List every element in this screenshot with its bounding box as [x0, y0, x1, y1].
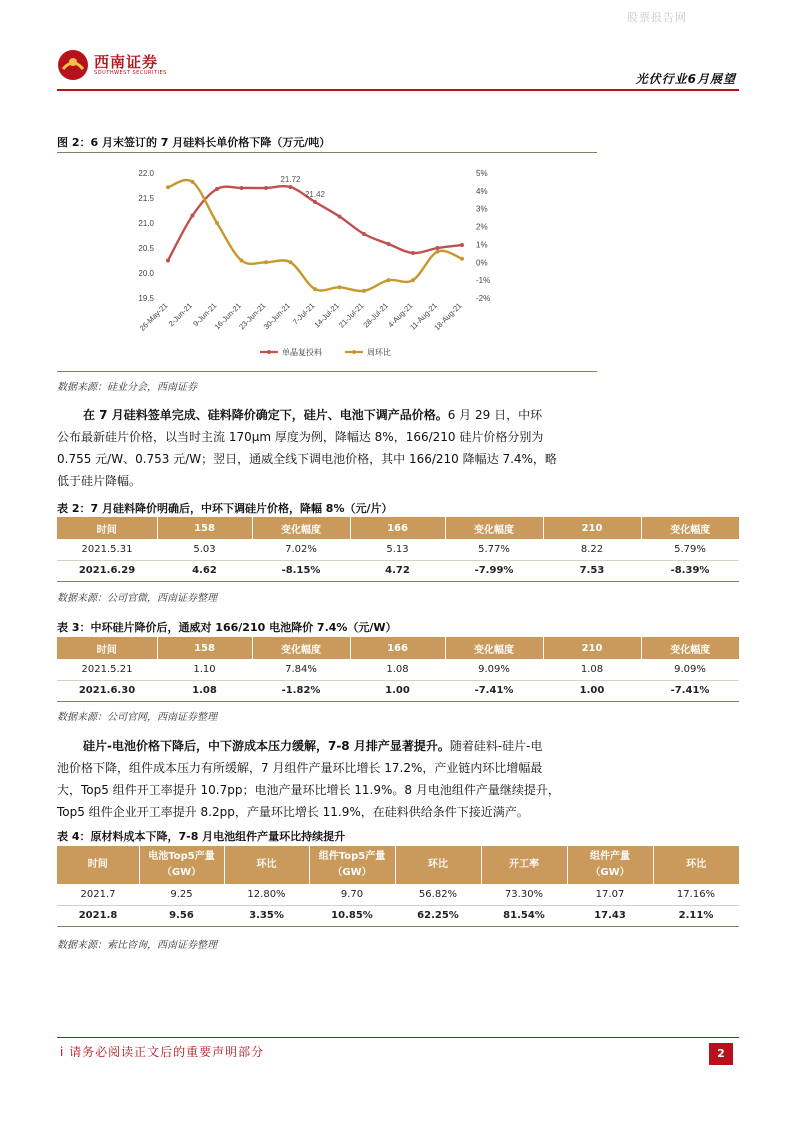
page-number: 2	[709, 1043, 733, 1065]
table-cell: -7.99%	[445, 560, 543, 581]
table3-caption: 表 3：中环硅片降价后，通威对 166/210 电池降价 7.4%（元/W）	[57, 621, 397, 634]
data-label: 21.42	[304, 190, 326, 199]
figure2-source: 数据来源：硅业分会，西南证券	[57, 382, 197, 393]
series-point-0	[411, 251, 415, 255]
series-point-0	[191, 214, 195, 218]
series-point-1	[411, 278, 415, 282]
legend-label: 单晶复投料	[282, 348, 322, 357]
table-cell: 3.35%	[224, 905, 309, 926]
table-cell: 4.72	[350, 560, 445, 581]
table-header-row	[57, 846, 739, 884]
table-cell: 73.30%	[481, 884, 567, 905]
table-header-cell: 变化幅度	[252, 637, 350, 659]
table-cell: 5.79%	[641, 539, 739, 560]
left-axis-tick-label: 19.5	[138, 294, 154, 303]
series-point-0	[240, 186, 244, 190]
table-header-cell: 210	[543, 517, 641, 539]
table-row	[57, 905, 739, 926]
table2-source: 数据来源：公司官微，西南证券整理	[57, 593, 217, 604]
logo-text-en: SOUTHWEST SECURITIES	[94, 70, 167, 76]
table-header-cell: 组件Top5产量 （GW）	[309, 846, 395, 884]
x-axis-tick-label: 28-Jul-21	[361, 301, 390, 330]
x-axis-tick-label: 16-Jun-21	[212, 301, 243, 332]
table-cell: 9.25	[139, 884, 224, 905]
table-header-cell: 电池Top5产量 （GW）	[139, 846, 224, 884]
legend-swatch-marker	[267, 350, 271, 354]
series-point-1	[264, 260, 268, 264]
series-point-0	[313, 200, 317, 204]
paragraph-1-line: 6 月 29 日，中环	[447, 408, 543, 422]
logo-text-cn: 西南证券	[94, 53, 159, 71]
series-point-0	[362, 232, 366, 236]
paragraph-2-line: Top5 组件企业开工率提升 8.2pp，产量环比增长 11.9%，在硅料供给条件下接近满产。	[57, 805, 529, 819]
table-cell: 8.22	[543, 539, 641, 560]
table3	[57, 637, 739, 702]
table-row	[57, 560, 739, 581]
table-header-cell: 变化幅度	[445, 517, 543, 539]
right-axis-tick-label: 2%	[476, 222, 488, 232]
series-point-0	[436, 246, 440, 250]
series-point-1	[240, 259, 244, 263]
table-cell: 2021.5.21	[57, 659, 157, 680]
table-cell: 5.13	[350, 539, 445, 560]
report-title: 光伏行业6月展望	[635, 72, 736, 86]
table3-source: 数据来源：公司官网，西南证券整理	[57, 712, 217, 723]
paragraph-2	[57, 735, 737, 823]
table-header-cell: 变化幅度	[252, 517, 350, 539]
table-cell: 2021.6.29	[57, 560, 157, 581]
table-cell: 4.62	[157, 560, 252, 581]
x-axis-tick-label: 14-Jul-21	[312, 301, 341, 330]
table-header-cell: 环比	[224, 846, 309, 884]
table-cell: 7.84%	[252, 659, 350, 680]
series-point-1	[362, 289, 366, 293]
table-header-cell: 变化幅度	[641, 637, 739, 659]
series-point-0	[289, 185, 293, 189]
table-cell: 2021.5.31	[57, 539, 157, 560]
paragraph-1-line: 公布最新硅片价格，以当时主流 170μm 厚度为例，降幅达 8%，166/210 硅片价格分别为	[57, 430, 544, 444]
x-axis-tick-label: 23-Jun-21	[237, 301, 268, 332]
right-axis-tick-label: 0%	[476, 258, 488, 268]
x-axis-tick-label: 26-May-21	[137, 301, 170, 333]
series-point-1	[215, 221, 219, 225]
table-row	[57, 539, 739, 560]
table-header-cell: 组件产量 （GW）	[567, 846, 653, 884]
table-header-cell: 开工率	[481, 846, 567, 884]
header-divider	[57, 89, 739, 91]
legend-swatch-marker	[352, 350, 356, 354]
x-axis-tick-label: 30-Jun-21	[261, 301, 292, 332]
left-axis-tick-label: 20.5	[138, 244, 154, 253]
table2	[57, 517, 739, 582]
table-header-cell: 时间	[57, 517, 157, 539]
x-axis-tick-label: 9-Jun-21	[191, 301, 219, 329]
right-axis-tick-label: -1%	[476, 276, 491, 286]
table-cell: 17.43	[567, 905, 653, 926]
right-axis-tick-label: 1%	[476, 240, 488, 250]
figure2-bottom-rule	[57, 371, 597, 372]
table-cell: -7.41%	[445, 680, 543, 701]
series-point-1	[338, 285, 342, 289]
table-cell: 1.08	[157, 680, 252, 701]
logo-mark-icon	[57, 49, 89, 81]
left-axis-tick-label: 21.5	[138, 194, 154, 203]
table-header-cell: 环比	[653, 846, 739, 884]
table-cell: -7.41%	[641, 680, 739, 701]
table-header-cell: 时间	[57, 637, 157, 659]
table-header-cell: 210	[543, 637, 641, 659]
table-row	[57, 884, 739, 905]
table-cell: 1.00	[350, 680, 445, 701]
table4	[57, 846, 739, 927]
table-cell: 9.56	[139, 905, 224, 926]
data-label: 21.72	[280, 175, 301, 184]
footer-notice: i 请务必阅读正文后的重要声明部分	[60, 1045, 265, 1059]
table-cell: 5.03	[157, 539, 252, 560]
table-cell: 17.07	[567, 884, 653, 905]
table4-caption: 表 4：原材料成本下降，7-8 月电池组件产量环比持续提升	[57, 830, 346, 843]
table-cell: -1.82%	[252, 680, 350, 701]
table-cell: 1.10	[157, 659, 252, 680]
series-point-0	[215, 187, 219, 191]
paragraph-2-lead: 硅片-电池价格下降后，中下游成本压力缓解，7-8 月排产显著提升。	[83, 739, 450, 753]
right-axis-tick-label: 4%	[476, 186, 488, 196]
table-cell: 62.25%	[395, 905, 481, 926]
table-header-cell: 环比	[395, 846, 481, 884]
table-cell: 1.00	[543, 680, 641, 701]
table-cell: 1.08	[543, 659, 641, 680]
left-axis-tick-label: 22.0	[138, 169, 154, 178]
table-header-row	[57, 517, 739, 539]
series-point-0	[387, 242, 391, 246]
x-axis-tick-label: 2-Jun-21	[166, 301, 194, 329]
paragraph-1	[57, 404, 737, 492]
table-row	[57, 680, 739, 701]
series-point-1	[289, 260, 293, 264]
watermark: 股票报告网	[627, 11, 687, 24]
figure2-chart	[110, 153, 510, 368]
figure2-caption: 图 2：6 月末签订的 7 月硅料长单价格下降（万元/吨）	[57, 136, 331, 149]
table-cell: 7.53	[543, 560, 641, 581]
x-axis-tick-label: 21-Jul-21	[336, 301, 366, 330]
table-cell: 5.77%	[445, 539, 543, 560]
series-point-0	[460, 243, 464, 247]
series-point-0	[264, 186, 268, 190]
right-axis-tick-label: 3%	[476, 204, 488, 214]
table4-source: 数据来源：索比咨询，西南证券整理	[57, 940, 217, 951]
table-cell: 10.85%	[309, 905, 395, 926]
paragraph-1-lead: 在 7 月硅料签单完成、硅料降价确定下，硅片、电池下调产品价格。	[83, 408, 448, 422]
left-axis-tick-label: 21.0	[138, 219, 154, 228]
table-cell: 17.16%	[653, 884, 739, 905]
series-point-0	[338, 215, 342, 219]
series-point-1	[387, 278, 391, 282]
table-cell: 12.80%	[224, 884, 309, 905]
company-logo	[57, 47, 177, 83]
table-header-row	[57, 637, 739, 659]
x-axis-tick-label: 7-Jul-21	[290, 301, 317, 327]
table-header-cell: 158	[157, 637, 252, 659]
series-point-1	[313, 287, 317, 291]
paragraph-1-line: 低于硅片降幅。	[57, 474, 142, 488]
legend-label: 周环比	[367, 348, 391, 357]
table-header-cell: 时间	[57, 846, 139, 884]
paragraph-2-line: 池价格下降，组件成本压力有所缓解，7 月组件产量环比增长 17.2%，产业链内环比增幅最	[57, 761, 543, 775]
right-axis-tick-label: -2%	[476, 294, 491, 303]
table-cell: 7.02%	[252, 539, 350, 560]
table-header-cell: 158	[157, 517, 252, 539]
table-cell: 2021.6.30	[57, 680, 157, 701]
table-cell: 56.82%	[395, 884, 481, 905]
table-cell: 9.70	[309, 884, 395, 905]
series-point-1	[460, 257, 464, 261]
table2-caption: 表 2：7 月硅料降价明确后，中环下调硅片价格，降幅 8%（元/片）	[57, 502, 393, 515]
table-header-cell: 166	[350, 517, 445, 539]
series-point-0	[166, 259, 170, 263]
right-axis-tick-label: 5%	[476, 169, 488, 178]
x-axis-tick-label: 18-Aug-21	[432, 301, 464, 333]
x-axis-tick-label: 11-Aug-21	[408, 301, 439, 332]
table-cell: 2.11%	[653, 905, 739, 926]
paragraph-2-line: 随着硅料-硅片-电	[449, 739, 543, 753]
table-cell: -8.39%	[641, 560, 739, 581]
footer-divider	[57, 1037, 739, 1038]
series-point-1	[191, 180, 195, 184]
table-cell: 9.09%	[445, 659, 543, 680]
paragraph-1-line: 0.755 元/W、0.753 元/W；翌日，通威全线下调电池价格，其中 166/210 降幅达 7.4%，略	[57, 452, 557, 466]
table-header-cell: 变化幅度	[445, 637, 543, 659]
table-cell: 2021.7	[57, 884, 139, 905]
table-header-cell: 166	[350, 637, 445, 659]
table-row	[57, 659, 739, 680]
series-point-1	[436, 250, 440, 254]
table-cell: -8.15%	[252, 560, 350, 581]
left-axis-tick-label: 20.0	[138, 269, 154, 278]
paragraph-2-line: 大，Top5 组件开工率提升 10.7pp；电池产量环比增长 11.9%。8 月电池组件产量继续提升，	[57, 783, 560, 797]
table-cell: 2021.8	[57, 905, 139, 926]
table-cell: 9.09%	[641, 659, 739, 680]
table-cell: 81.54%	[481, 905, 567, 926]
table-header-cell: 变化幅度	[641, 517, 739, 539]
x-axis-tick-label: 4-Aug-21	[386, 301, 415, 330]
table-cell: 1.08	[350, 659, 445, 680]
series-point-1	[166, 185, 170, 189]
